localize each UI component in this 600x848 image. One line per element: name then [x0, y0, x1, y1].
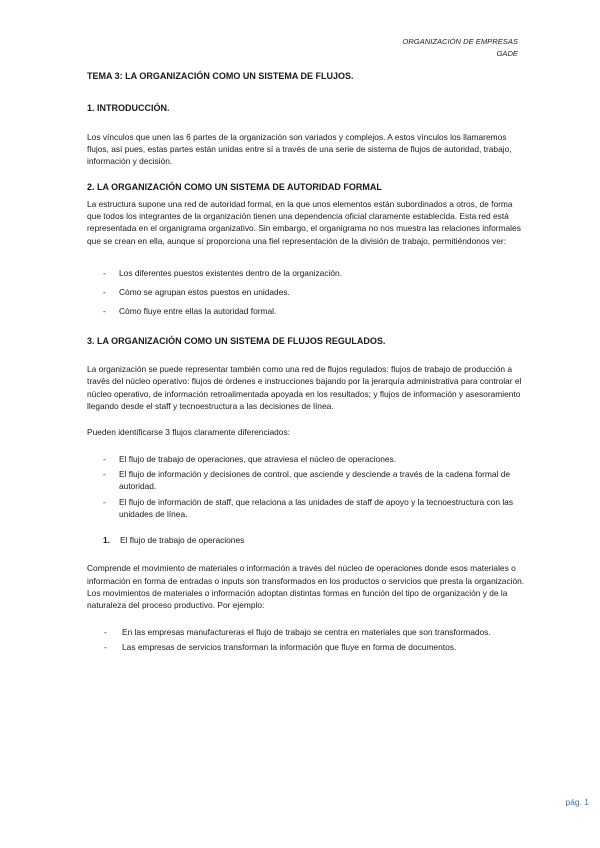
section-1-paragraph: Los vínculos que unen las 6 partes de la organización son variados y complejos. A estos vínculos los llamaremos flujos, así pues, estas partes están unidas entre sí a través de una serie de sistema de flujos de autoridad, trabajo, información y decisión.: [87, 131, 512, 167]
list-item: - El flujo de información y decisiones de control, que asciende y desciende a través de la cadena formal de autoridad.: [87, 468, 527, 493]
document-title: TEMA 3: LA ORGANIZACIÓN COMO UN SISTEMA DE FLUJOS.: [87, 71, 354, 81]
list-item: - Las empresas de servicios transforman la información que fluye en forma de documentos.: [87, 641, 527, 653]
section-2-paragraph: La estructura supone una red de autoridad formal, en la que unos elementos están subordinados a otros, de forma que todos los integrantes de la organización tienen una dependencia oficial claramente establecida. Esta red está representada en el organigrama organizativo. Sin embargo, el organigrama no nos muestra las relaciones informales que se crean en ella, aunque sí proporciona una fiel representación de la división de trabajo, permitiéndonos ver:: [87, 198, 521, 246]
subsection-operations-flow: [103, 534, 527, 546]
list-item: - El flujo de trabajo de operaciones, que atraviesa el núcleo de operaciones.: [87, 453, 527, 465]
header-course: ORGANIZACIÓN DE EMPRESAS: [402, 37, 518, 46]
section-1-heading: 1. INTRODUCCIÓN.: [87, 103, 170, 114]
page-number: pág. 1: [565, 797, 589, 807]
subsection-label: El flujo de trabajo de operaciones: [120, 535, 245, 546]
list-item: - Cómo fluye entre ellas la autoridad formal.: [87, 305, 527, 317]
subsection-number: 1.: [103, 535, 110, 546]
list-item: - Los diferentes puestos existentes dentro de la organización.: [87, 267, 527, 279]
examples-list: [87, 626, 527, 654]
section-3-paragraph: La organización se puede representar también como una red de flujos regulados: flujos de trabajo de producción a través del núcleo operativo: flujos de órdenes e instrucciones bajando por la jerarquía administrativa para controlar el núcleo operativo, de información retroalimentada apoyada en los resultados; y flujos de información y asesoramiento llegando desde el staff y tecnoestructura a las decisiones de línea.: [87, 364, 522, 412]
header-degree: GADE: [496, 49, 518, 58]
page-header: [402, 36, 518, 60]
list-item: - El flujo de información de staff, que relaciona a las unidades de staff de apoyo y la tecnoestructura con las unidades de línea.: [87, 496, 527, 521]
list-item: - Cómo se agrupan estos puestos en unidades.: [87, 286, 527, 298]
operations-flow-paragraph: Comprende el movimiento de materiales o información a través del núcleo de operaciones donde esos materiales o información en forma de entradas o inputs son transformados en los productos o servicios que presta la organización. Los movimientos de materiales o información adoptan distintas formas en función del tipo de organización y de la naturaleza del proceso productivo. Por ejemplo:: [87, 563, 525, 611]
section-2-heading: 2. LA ORGANIZACIÓN COMO UN SISTEMA DE AUTORIDAD FORMAL: [87, 182, 382, 193]
document-body: [87, 70, 527, 656]
section-3-heading: 3. LA ORGANIZACIÓN COMO UN SISTEMA DE FLUJOS REGULADOS.: [87, 335, 386, 346]
section-2-list: [87, 267, 527, 317]
list-item: - En las empresas manufactureras el flujo de trabajo se centra en materiales que son transformados.: [87, 626, 527, 638]
section-3-intro-flows: Pueden identificarse 3 flujos claramente diferenciados:: [87, 427, 290, 438]
flows-list: [87, 453, 527, 520]
